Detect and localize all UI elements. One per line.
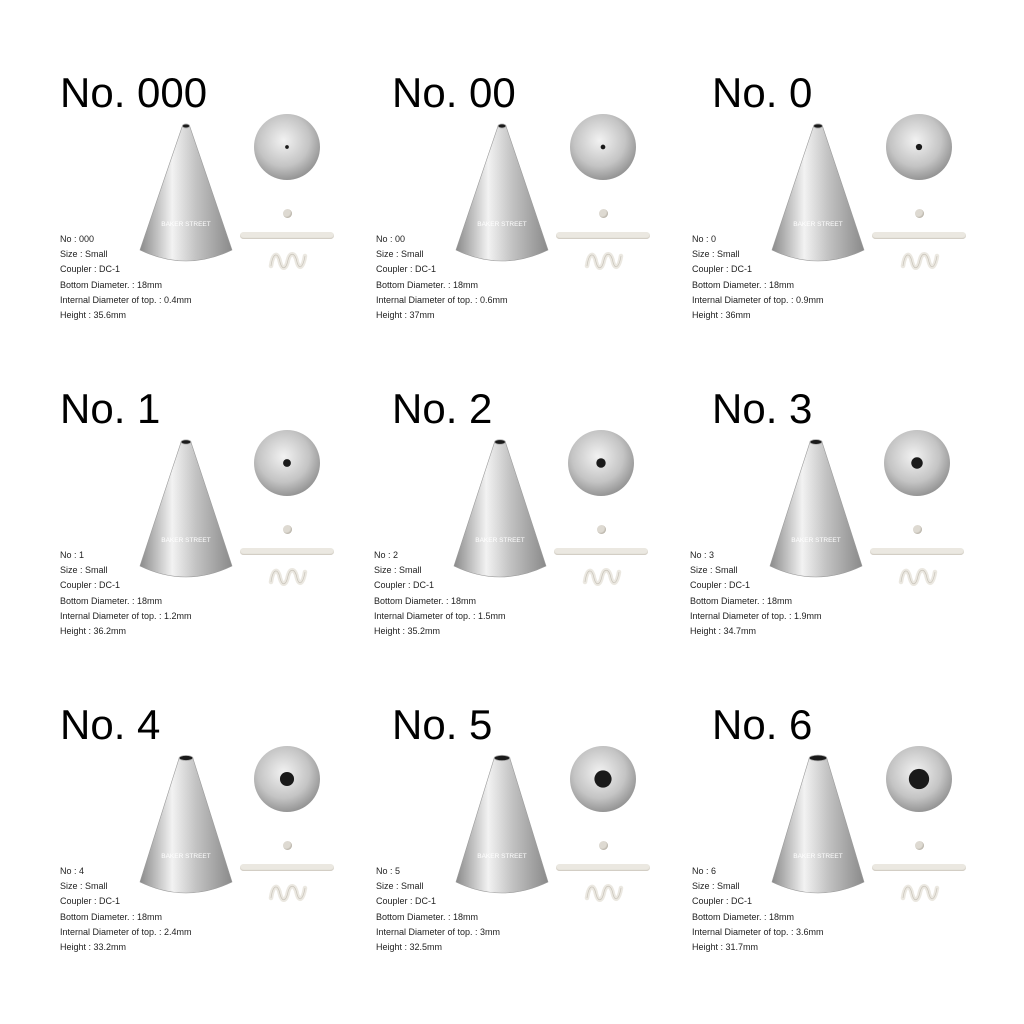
face-hole — [280, 772, 294, 786]
tip-card — [60, 69, 390, 362]
spec-height: Height : 36mm — [692, 309, 751, 320]
spec-number: No : 2 — [374, 550, 399, 560]
brand-label: BAKER STREET — [793, 853, 843, 860]
spec-bottom-diameter: Bottom Diameter. : 18mm — [60, 279, 163, 290]
brand-label: BAKER STREET — [475, 537, 525, 544]
tip-specs — [60, 232, 192, 323]
icing-dot-sample — [915, 209, 924, 218]
tip-opening-top-view-icon — [566, 428, 636, 498]
icing-line-sample — [872, 864, 966, 871]
brand-label: BAKER STREET — [477, 221, 527, 228]
spec-bottom-diameter: Bottom Diameter. : 18mm — [690, 595, 793, 606]
icing-zigzag-sample — [900, 250, 940, 270]
tip-card — [376, 701, 706, 994]
spec-size: Size : Small — [376, 249, 424, 260]
tip-title: No. 2 — [392, 385, 493, 432]
tip-title: No. 0 — [712, 69, 813, 116]
spec-internal-diameter: Internal Diameter of top. : 0.6mm — [376, 294, 508, 305]
icing-line-sample — [240, 864, 334, 871]
cone-opening — [810, 440, 822, 445]
tip-specs — [692, 864, 824, 955]
spec-coupler: Coupler : DC-1 — [690, 580, 751, 591]
cone-opening — [494, 755, 510, 760]
tip-card — [374, 385, 704, 678]
spec-height: Height : 31.7mm — [692, 941, 759, 952]
face-hole — [596, 458, 605, 467]
spec-internal-diameter: Internal Diameter of top. : 1.9mm — [690, 610, 822, 621]
spec-bottom-diameter: Bottom Diameter. : 18mm — [692, 911, 795, 922]
spec-coupler: Coupler : DC-1 — [692, 896, 753, 907]
spec-size: Size : Small — [376, 881, 424, 892]
spec-height: Height : 35.2mm — [374, 625, 441, 636]
brand-label: BAKER STREET — [793, 221, 843, 228]
spec-bottom-diameter: Bottom Diameter. : 18mm — [376, 911, 479, 922]
tip-opening-top-view-icon — [252, 428, 322, 498]
icing-zigzag-sample — [268, 250, 308, 270]
tip-specs — [376, 232, 508, 323]
tip-title: No. 00 — [392, 69, 516, 116]
spec-internal-diameter: Internal Diameter of top. : 1.2mm — [60, 610, 192, 621]
tip-specs — [690, 548, 822, 639]
spec-number: No : 1 — [60, 550, 85, 560]
spec-height: Height : 35.6mm — [60, 309, 127, 320]
tip-title: No. 000 — [60, 69, 208, 116]
spec-size: Size : Small — [374, 565, 422, 576]
tip-card — [690, 385, 1020, 678]
tip-opening-top-view-icon — [252, 112, 322, 182]
spec-number: No : 0 — [692, 234, 717, 244]
tip-opening-top-view-icon — [884, 744, 954, 814]
icing-line-sample — [870, 548, 964, 555]
spec-bottom-diameter: Bottom Diameter. : 18mm — [60, 911, 163, 922]
face-hole — [916, 144, 922, 150]
spec-size: Size : Small — [60, 565, 108, 576]
cone-opening — [182, 124, 189, 128]
cone-opening — [495, 440, 506, 445]
spec-height: Height : 33.2mm — [60, 941, 127, 952]
tip-title: No. 4 — [60, 701, 161, 748]
spec-size: Size : Small — [60, 249, 108, 260]
face-hole — [909, 769, 929, 789]
tip-opening-top-view-icon — [568, 112, 638, 182]
spec-bottom-diameter: Bottom Diameter. : 18mm — [692, 279, 795, 290]
icing-line-sample — [240, 232, 334, 239]
spec-height: Height : 32.5mm — [376, 941, 443, 952]
icing-zigzag-sample — [268, 882, 308, 902]
spec-number: No : 6 — [692, 866, 717, 876]
spec-size: Size : Small — [690, 565, 738, 576]
spec-number: No : 5 — [376, 866, 401, 876]
icing-dot-sample — [599, 209, 608, 218]
spec-coupler: Coupler : DC-1 — [374, 580, 435, 591]
brand-label: BAKER STREET — [791, 537, 841, 544]
face-hole — [283, 459, 291, 467]
icing-dot-sample — [597, 525, 606, 534]
icing-zigzag-sample — [582, 566, 622, 586]
tip-specs — [60, 864, 192, 955]
spec-bottom-diameter: Bottom Diameter. : 18mm — [374, 595, 477, 606]
cone-opening — [498, 124, 506, 128]
spec-bottom-diameter: Bottom Diameter. : 18mm — [60, 595, 163, 606]
tip-card — [692, 69, 1022, 362]
tip-specs — [374, 548, 506, 639]
spec-internal-diameter: Internal Diameter of top. : 0.9mm — [692, 294, 824, 305]
spec-height: Height : 36.2mm — [60, 625, 127, 636]
icing-dot-sample — [283, 209, 292, 218]
spec-size: Size : Small — [692, 249, 740, 260]
icing-line-sample — [556, 232, 650, 239]
spec-height: Height : 37mm — [376, 309, 435, 320]
icing-line-sample — [556, 864, 650, 871]
cone-opening — [814, 124, 823, 128]
tip-opening-top-view-icon — [884, 112, 954, 182]
spec-coupler: Coupler : DC-1 — [376, 896, 437, 907]
tip-opening-top-view-icon — [568, 744, 638, 814]
icing-line-sample — [872, 232, 966, 239]
cone-opening — [181, 440, 191, 444]
icing-line-sample — [554, 548, 648, 555]
brand-label: BAKER STREET — [161, 537, 211, 544]
tip-card — [376, 69, 706, 362]
spec-internal-diameter: Internal Diameter of top. : 0.4mm — [60, 294, 192, 305]
icing-dot-sample — [283, 525, 292, 534]
tip-specs — [376, 864, 500, 955]
spec-internal-diameter: Internal Diameter of top. : 1.5mm — [374, 610, 506, 621]
tip-opening-top-view-icon — [252, 744, 322, 814]
face-hole — [285, 145, 289, 149]
spec-coupler: Coupler : DC-1 — [376, 264, 437, 275]
icing-zigzag-sample — [584, 250, 624, 270]
spec-height: Height : 34.7mm — [690, 625, 757, 636]
spec-number: No : 000 — [60, 234, 95, 244]
spec-internal-diameter: Internal Diameter of top. : 3.6mm — [692, 926, 824, 937]
spec-number: No : 00 — [376, 234, 406, 244]
spec-size: Size : Small — [60, 881, 108, 892]
icing-zigzag-sample — [900, 882, 940, 902]
tip-opening-top-view-icon — [882, 428, 952, 498]
brand-label: BAKER STREET — [161, 853, 211, 860]
brand-label: BAKER STREET — [161, 221, 211, 228]
icing-zigzag-sample — [898, 566, 938, 586]
spec-size: Size : Small — [692, 881, 740, 892]
spec-number: No : 3 — [690, 550, 715, 560]
spec-coupler: Coupler : DC-1 — [692, 264, 753, 275]
tip-specs — [692, 232, 824, 323]
tip-title: No. 5 — [392, 701, 493, 748]
tip-specs — [60, 548, 192, 639]
icing-zigzag-sample — [584, 882, 624, 902]
face-hole — [601, 145, 606, 150]
tip-card — [692, 701, 1022, 994]
icing-dot-sample — [913, 525, 922, 534]
tip-card — [60, 701, 390, 994]
icing-zigzag-sample — [268, 566, 308, 586]
icing-dot-sample — [283, 841, 292, 850]
spec-coupler: Coupler : DC-1 — [60, 896, 121, 907]
face-hole — [911, 457, 922, 468]
cone-opening — [179, 755, 193, 760]
spec-bottom-diameter: Bottom Diameter. : 18mm — [376, 279, 479, 290]
cone-opening — [809, 755, 827, 761]
icing-dot-sample — [915, 841, 924, 850]
tip-card — [60, 385, 390, 678]
spec-number: No : 4 — [60, 866, 85, 876]
tip-title: No. 3 — [712, 385, 813, 432]
face-hole — [594, 770, 611, 787]
tip-title: No. 1 — [60, 385, 161, 432]
spec-internal-diameter: Internal Diameter of top. : 2.4mm — [60, 926, 192, 937]
spec-coupler: Coupler : DC-1 — [60, 580, 121, 591]
icing-line-sample — [240, 548, 334, 555]
tip-title: No. 6 — [712, 701, 813, 748]
spec-internal-diameter: Internal Diameter of top. : 3mm — [376, 926, 501, 937]
icing-dot-sample — [599, 841, 608, 850]
brand-label: BAKER STREET — [477, 853, 527, 860]
spec-coupler: Coupler : DC-1 — [60, 264, 121, 275]
